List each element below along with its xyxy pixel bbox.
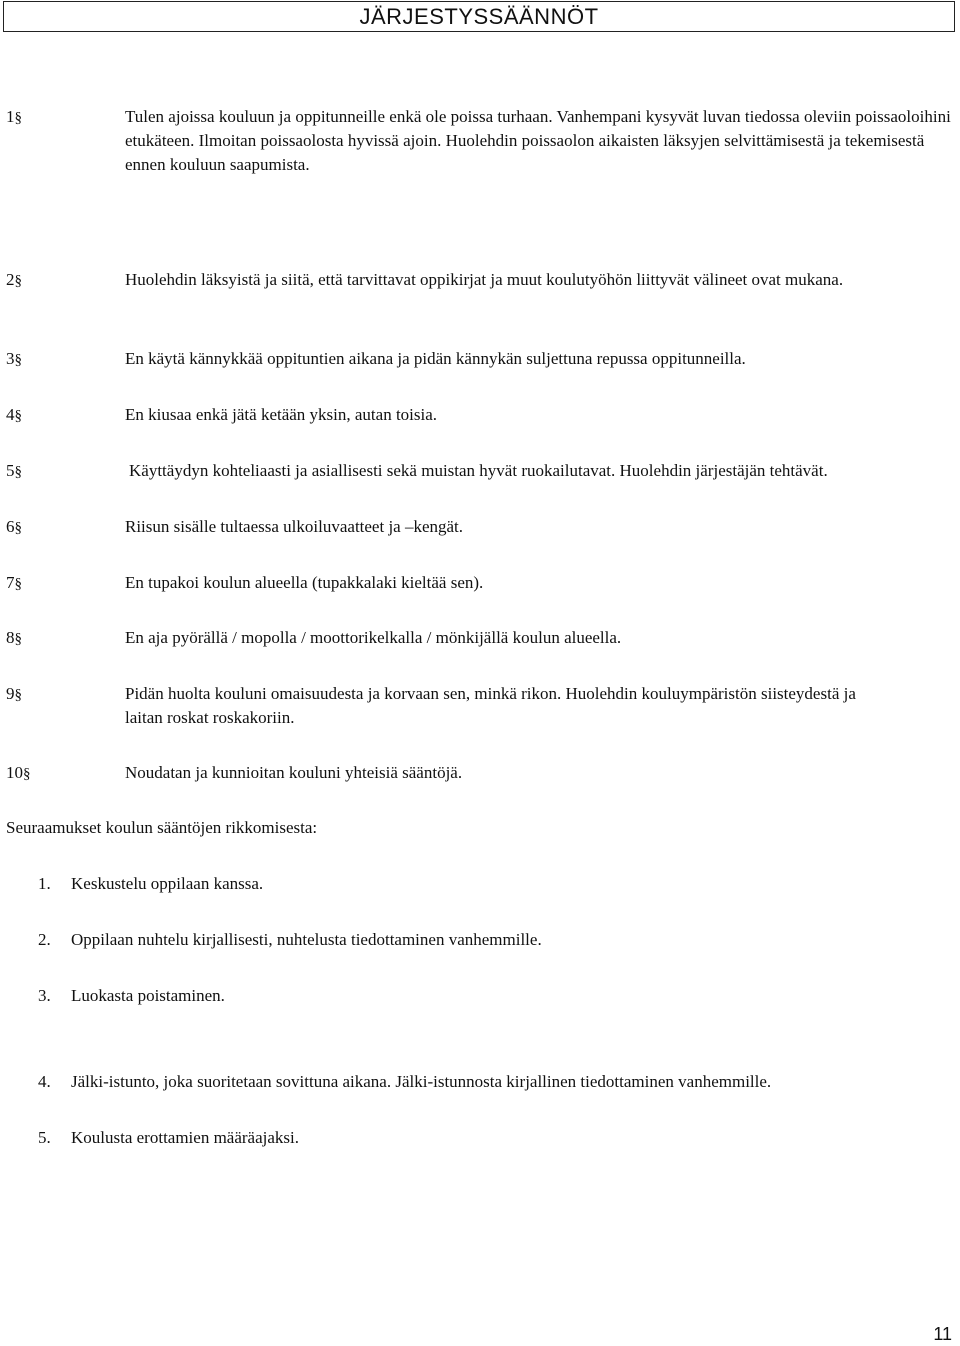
consequence-number: 2. [38, 930, 51, 949]
consequence-text: Luokasta poistaminen. [71, 986, 225, 1005]
section-symbol: § [14, 520, 22, 536]
rule-text: Käyttäydyn kohteliaasti ja asiallisesti sekä muistan hyvät ruokailutavat. Huolehdin järjestäjän tehtävät. [129, 461, 828, 480]
rule-number: 5 [6, 461, 15, 480]
consequence-number: 5. [38, 1128, 51, 1147]
rule-number: 4 [6, 405, 15, 424]
consequence-item [38, 984, 225, 1008]
rule-text: Tulen ajoissa kouluun ja oppitunneille enkä ole poissa turhaan. Vanhempani kysyvät luvan tiedossa oleviin poissaoloihini etukäteen. Ilmoitan poissaolosta hyvissä ajoin. Huolehdin poissaolon aikaisten läksyjen selvittämisestä ja tekemisestä ennen kouluun saapumista. [125, 107, 951, 174]
consequence-text: Keskustelu oppilaan kanssa. [71, 874, 264, 893]
rule-number: 6 [6, 517, 15, 536]
rule-number: 8 [6, 628, 15, 647]
section-symbol: § [23, 766, 31, 782]
rule-number: 1 [6, 107, 15, 126]
consequence-text: Oppilaan nuhtelu kirjallisesti, nuhtelusta tiedottaminen vanhemmille. [71, 930, 542, 949]
page-title: JÄRJESTYSSÄÄNNÖT [3, 1, 955, 32]
consequence-item [38, 928, 542, 952]
section-symbol: § [14, 631, 22, 647]
rule-text: Riisun sisälle tultaessa ulkoiluvaatteet ja –kengät. [125, 517, 464, 536]
consequence-number: 1. [38, 874, 51, 893]
rule-text: Noudatan ja kunnioitan kouluni yhteisiä sääntöjä. [125, 763, 463, 782]
consequence-item [38, 1070, 771, 1094]
section-symbol: § [14, 687, 22, 703]
rule-text: En tupakoi koulun alueella (tupakkalaki kieltää sen). [125, 573, 484, 592]
rule-number: 9 [6, 684, 15, 703]
consequence-item [38, 1126, 299, 1150]
rule-number: 10 [6, 763, 23, 782]
rule-number: 2 [6, 270, 15, 289]
section-symbol: § [14, 273, 22, 289]
rule-text: En käytä kännykkää oppituntien aikana ja pidän kännykän suljettuna repussa oppitunneilla. [125, 349, 746, 368]
consequence-number: 3. [38, 986, 51, 1005]
consequence-item [38, 872, 263, 896]
rule-number: 7 [6, 573, 15, 592]
rule-text: En kiusaa enkä jätä ketään yksin, autan toisia. [125, 405, 438, 424]
page-number: 11 [933, 1324, 952, 1344]
consequence-number: 4. [38, 1072, 51, 1091]
rule-number: 3 [6, 349, 15, 368]
section-symbol: § [14, 408, 22, 424]
rule-text: Pidän huolta kouluni omaisuudesta ja korvaan sen, minkä rikon. Huolehdin kouluympäristön siisteydestä ja laitan roskat roskakoriin. [125, 684, 856, 727]
consequence-text: Koulusta erottamien määräajaksi. [71, 1128, 299, 1147]
section-symbol: § [14, 576, 22, 592]
consequence-text: Jälki-istunto, joka suoritetaan sovittuna aikana. Jälki-istunnosta kirjallinen tiedottaminen vanhemmille. [71, 1072, 772, 1091]
section-symbol: § [14, 352, 22, 368]
section-symbol: § [14, 110, 22, 126]
consequences-heading: Seuraamukset koulun sääntöjen rikkomisesta: [6, 818, 318, 837]
rule-text: En aja pyörällä / mopolla / moottorikelkalla / mönkijällä koulun alueella. [125, 628, 622, 647]
rule-text: Huolehdin läksyistä ja siitä, että tarvittavat oppikirjat ja muut koulutyöhön liittyvät välineet ovat mukana. [125, 270, 844, 289]
section-symbol: § [14, 464, 22, 480]
